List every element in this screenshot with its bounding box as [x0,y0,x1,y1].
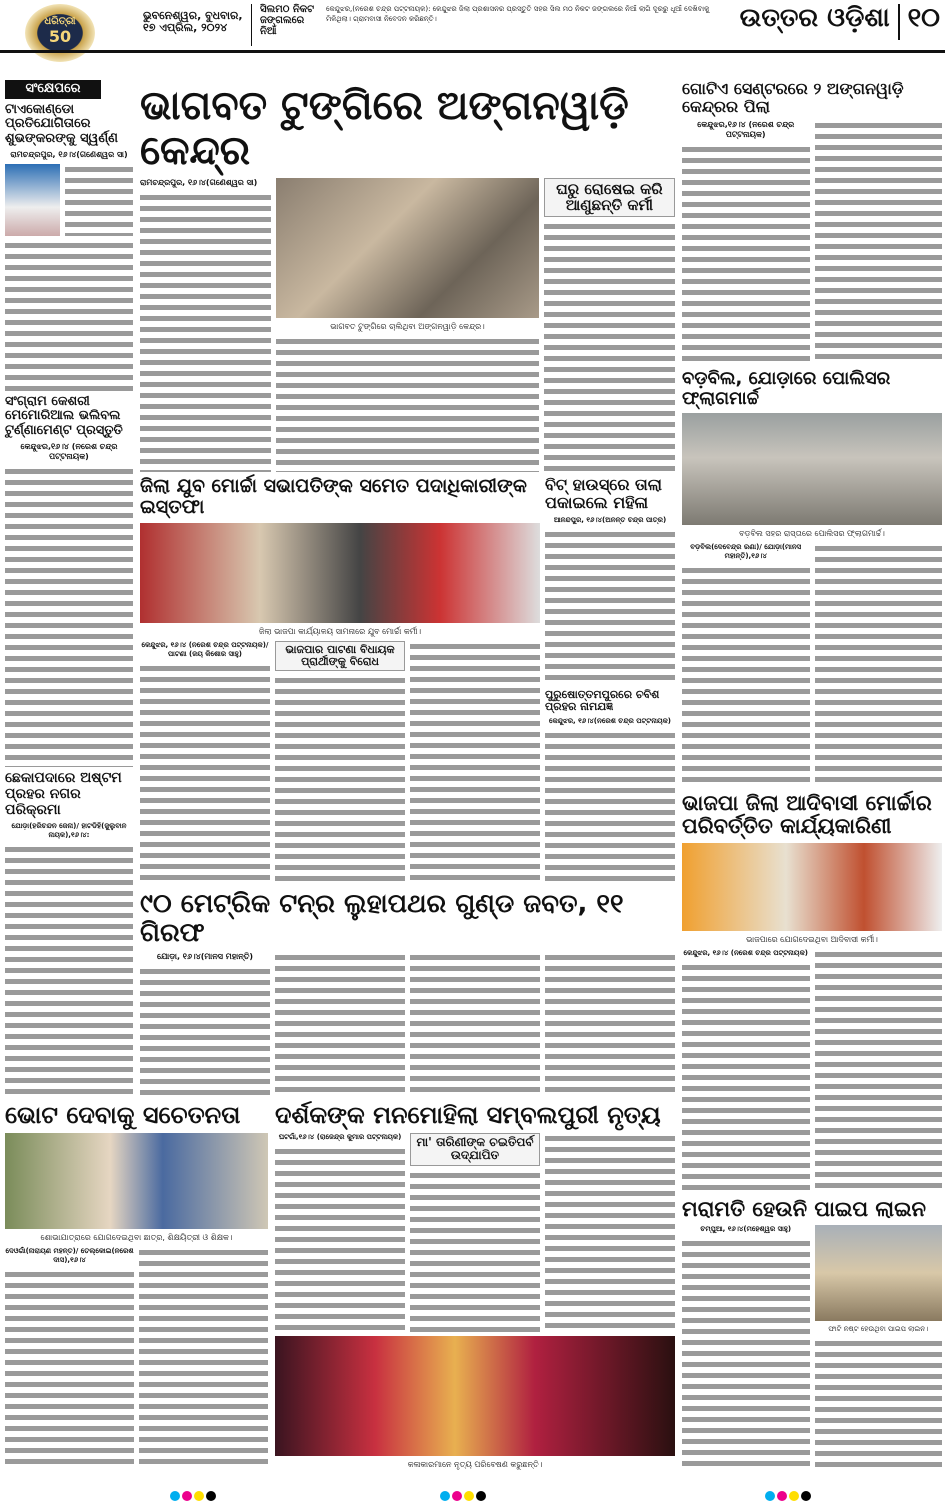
article-body [275,1146,405,1332]
column [275,952,405,1096]
column [140,952,270,1096]
color-registration-marks [765,1486,813,1505]
right-column [682,80,942,1470]
article-body [5,466,133,767]
dateline: ଆନନ୍ଦପୁର, ୧୬।୪(ଅନନ୍ତ ଚନ୍ଦ୍ର ପାତ୍ର) [553,515,667,524]
article-body [544,221,675,472]
article-body [140,966,270,1096]
article-body [815,543,943,788]
article-body [682,962,810,1194]
flag-march-photo [682,413,942,525]
photo-caption: ବଡ଼ବିଲ ସହର ରାସ୍ତାରେ ପୋଲିସର ଫ୍ଲାଗମାର୍ଚ୍ଚ। [739,528,885,538]
column [544,178,675,472]
section-label: ସଂକ୍ଷେପରେ [5,80,101,99]
dateline: ରାମଚନ୍ଦ୍ରପୁର, ୧୬।୪(ଗଣେଶ୍ୱର ସା) [10,150,128,160]
columns [682,120,942,365]
article-body [65,164,133,236]
photo-caption: ଶୋଭାଯାତ୍ରାରେ ଯୋଗଦେଇଥିବା ଛାତ୍ର, ଶିକ୍ଷୟିତ୍ରୀ ଓ ଶିକ୍ଷକ। [40,1232,233,1242]
column [545,952,675,1096]
article-body [275,952,405,1096]
column [276,178,539,472]
dateline: କେନ୍ଦୁଝର,୧୬।୪ (ନରେଶ ଚନ୍ଦ୍ର ପଟ୍ଟନାୟକ) [20,442,118,462]
headline-beat-house: ବିଟ୍ ହାଉସ୍‌ରେ ତାଲା ପକାଇଲେ ମହିଳା [545,475,662,512]
sidebox-patna: ଭାଜପାର ପାଟଣା ବିଧାୟକ ପ୍ରାର୍ଥୀଙ୍କୁ ବିରୋଧ [275,641,405,672]
lead-story [140,84,675,472]
column [140,641,270,886]
article-body [5,844,133,1095]
article-body [682,1238,810,1470]
left-column [5,80,133,1095]
column [139,1247,268,1470]
brief-title: ସିଲମଠ ନିକଟ ଜଙ୍ଗଲରେ ନିଆଁ [260,4,315,38]
taekwondo-photo [5,164,60,236]
column [410,1133,540,1332]
dateline: ଦେଓଗାଁ(ନାରାୟଣ ମହନ୍ତ)/ ତେଲ୍କୋଇ(ନରେଶ ଦାସ),୧୬।୪ [5,1246,134,1264]
article-body [140,663,270,886]
color-registration-marks [440,1486,488,1505]
article-body [139,1247,268,1470]
article-body [545,952,675,1096]
adivasi-morcha-photo [682,843,942,931]
dateline: ଯୋଡ଼ା(ହରିଚନ୍ଦନ ଜେନା)/ ହାଟଡିହି(ଜୁଲୁବାନ ନାୟକ),୧୬।୪: [11,822,127,840]
article-body [410,1170,540,1332]
column [815,543,943,788]
article-body [682,565,810,788]
column [815,120,943,365]
page-number: ୧୦ [907,3,940,33]
headline-pipeline: ମରାମତି ହେଉନି ପାଇପ ଲାଇନ [682,1196,927,1221]
lead-headline: ଭାଗବତ ଟୁଙ୍ଗିରେ ଅଙ୍ଗନୱାଡ଼ି କେନ୍ଦ୍ର [140,83,629,174]
beat-story [545,476,675,886]
masthead-logo [25,4,95,62]
article-body [545,730,675,886]
headline-flag-march: ବଡ଼ବିଲ, ଯୋଡ଼ାରେ ପୋଲିସର ଫ୍ଲାଗମାର୍ଚ୍ଚ [682,367,891,409]
yuva-story [140,476,540,886]
column [275,641,405,886]
headline-nagar-parikrama: ଛେକାପଦାରେ ଅଷ୍ଟମ ପ୍ରହର ନଗର ପରିକ୍ରମା [5,770,122,818]
lead-columns [140,178,675,472]
dateline: ଚମ୍ପୁଆ, ୧୬।୪(ମହେଶ୍ୱର ସାହୁ) [700,1225,792,1234]
column [410,641,540,886]
columns [682,543,942,788]
columns [682,1225,942,1470]
column [682,543,810,788]
article-body [410,952,540,1096]
pipeline-photo [815,1225,943,1321]
yuva-columns [140,641,540,886]
color-registration-marks [170,1486,218,1505]
column [682,120,810,365]
photo-row [5,164,133,236]
article-body [545,1133,675,1332]
article-body [545,529,675,685]
dance-columns [275,1133,675,1332]
headline-yuva-morcha: ଜିଲା ଯୁବ ମୋର୍ଚ୍ଚା ସଭାପତିଙ୍କ ସମେତ ପଦାଧିକାରୀଙ୍କ ଇସ୍ତଫା [140,475,527,519]
logo-years: 50 [48,27,72,46]
dance-story [275,1102,675,1470]
photo-caption: ଫାଟି ନଷ୍ଟ ହେଉଥିବା ପାଇପ ଲାଇନ। [828,1325,929,1334]
divider [251,4,252,46]
column [815,949,943,1194]
headline-adivasi-morcha: ଭାଜପା ଜିଲା ଆଦିବାସୀ ମୋର୍ଚ୍ଚାର ପରିବର୍ତ୍ତିତ କାର୍ଯ୍ୟକାରିଣୀ [682,790,932,839]
columns [682,949,942,1194]
iron-ore-story [140,890,675,1096]
yuva-morcha-photo [140,523,540,623]
dateline: କେନ୍ଦୁଝର,୧୬।୪ (ନରେଶ ଚନ୍ଦ୍ର ପଟ୍ଟନାୟକ) [697,119,795,139]
column [140,178,271,472]
issue-date: ଭୁବନେଶ୍ୱର, ବୁଧବାର, ୧୭ ଏପ୍ରିଲ, ୨୦୨୪ [143,9,243,35]
column [682,1225,810,1470]
dateline: ଘଟଗାଁ,୧୬।୪ (ରାଜେନ୍ଦ୍ର କୁମାର ପଟ୍ଟନାୟକ) [278,1132,402,1141]
sidebox-cooking: ଘରୁ ରୋଷେଇ କରି ଆଣୁଛନ୍ତି କର୍ମୀ [544,178,675,218]
headline-namayajna: ପୁରୁଷୋତ୍ତମପୁରରେ ଚବିଶ ପ୍ରହର ନାମଯଜ୍ଞ [545,687,660,713]
anganwadi-photo [276,178,539,318]
divider [898,4,900,40]
section-title: ଉତ୍ତର ଓଡ଼ିଶା [739,3,890,33]
column [275,1133,405,1332]
dateline: ବଡ଼ବିଲ(ଦେବେନ୍ଦ୍ର ରଣା)/ ଯୋଡ଼ା(ମାନସ ମହାନ୍ତି),୧୬।୪ [690,542,802,560]
article-body [815,949,943,1194]
vote-columns [5,1247,268,1470]
masthead-rule [0,50,945,53]
photo-caption: କଳାକାରମାନେ ନୃତ୍ୟ ପରିବେଷଣ କରୁଛନ୍ତି। [407,1460,543,1469]
brief-text: କେନ୍ଦୁଝର,(ନରେଶ ଚନ୍ଦ୍ର ପଟ୍ଟନାୟକ): କେନ୍ଦୁଝର ଜିଲା ପ୍ରଶାସନର ପ୍ରସ୍ତୁତି ସହର ସିଲ ମଠ ନିକଟ ଜଙ୍ଗଲରେ ନିଆଁ ଲାଗି ଦୂରରୁ ଧୂଆଁ ଦେଖିବାକୁ ମିଳିଥିଲା। ଗ୍ରାମବାସୀ ନିବେଦନ କରିଛନ୍ତି। [326,5,710,24]
headline-vote-awareness: ଭୋଟ ଦେବାକୁ ସଚେତନତା [5,1101,241,1129]
article-body [140,192,271,472]
article-body [410,641,540,886]
column [682,949,810,1194]
photo-caption: ଭାଗବତ ଟୁଙ୍ଗିରେ ଚାଲିଥିବା ଅଙ୍ଗନୱାଡ଼ି କେନ୍ଦ୍ର। [330,321,485,331]
dateline: କେନ୍ଦୁଝର, ୧୬।୪ (ନରେଶ ଚନ୍ଦ୍ର ପଟ୍ଟନାୟକ) [683,948,808,957]
vote-rally-photo [5,1133,268,1229]
article-body [682,144,810,365]
dateline: କେନ୍ଦୁଝର, ୧୬।୪(ନରେଶ ଚନ୍ଦ୍ର ପଟ୍ଟନାୟକ) [549,717,671,726]
column [5,1247,134,1470]
headline-taekwondo: ଟାଏକୋଣ୍ଡୋ ପ୍ରତିଯୋଗିତାରେ ଶୁଭଙ୍କରଙ୍କୁ ସ୍ୱର୍ଣ୍ଣ [5,101,118,146]
article-body [5,1269,134,1470]
article-body [815,120,943,365]
masthead [25,4,940,50]
dateline: ରାମଚନ୍ଦ୍ରପୁର, ୧୬।୪(ଗଣେଶ୍ୱର ସା) [140,177,258,187]
column [545,1133,675,1332]
headline-sambalpuri-dance: ଦର୍ଶକଙ୍କ ମନମୋହିଲା ସମ୍ବଲପୁରୀ ନୃତ୍ୟ [275,1101,661,1129]
article-body [276,336,539,472]
photo-caption: ଜିଲା ଭାଜପା କାର୍ଯ୍ୟାଳୟ ସାମନାରେ ଯୁବ ମୋର୍ଚ୍ଚା କର୍ମୀ। [258,626,422,636]
article-body [815,1338,943,1470]
headline-iron-ore: ୯୦ ମେଟ୍ରିକ ଟନ୍‌ର ଲୁହାପଥର ଗୁଣ୍ଡ ଜବତ, ୧୧ ଗିରଫ [140,889,624,949]
photo-caption: ଭାଜପାରେ ଯୋଗଦେଇଥିବା ଆଦିବାସୀ କର୍ମୀ। [746,934,878,944]
vote-story [5,1102,268,1470]
dateline: ଯୋଡ଼ା, ୧୬।୪(ମାନସ ମହାନ୍ତି) [156,952,254,962]
iron-columns [140,952,675,1096]
column [815,1225,943,1470]
article-body [275,675,405,886]
headline-two-anganwadi: ଗୋଟିଏ ସେଣ୍ଟରରେ ୨ ଅଙ୍ଗନୱାଡ଼ି କେନ୍ଦ୍ରର ପିଲା [682,79,904,116]
logo-text: ଧରିତ୍ରୀ [44,16,76,27]
article-body [5,240,133,390]
headline-volleyball: ସଂଗ୍ରାମ କେଶରୀ ମେମୋରିଆଲ ଭଲିବଲ ଟୁର୍ଣ୍ଣାମେଣ୍ଟ ପ୍ରସ୍ତୁତି [5,393,123,438]
dance-photo [275,1336,675,1456]
column [410,952,540,1096]
dateline: କେନ୍ଦୁଝର, ୧୬।୪ (ନରେଶ ଚନ୍ଦ୍ର ପଟ୍ଟନାୟକ)/ ପାଟଣା (ଜୟ କିଶୋର ସାହୁ) [141,640,269,658]
sidebox-tarini: ମା' ତାରିଣୀଙ୍କ ଚଇତିପର୍ବ ଉଦ୍‌ଯାପିତ [410,1133,540,1166]
middle-section [140,476,675,886]
